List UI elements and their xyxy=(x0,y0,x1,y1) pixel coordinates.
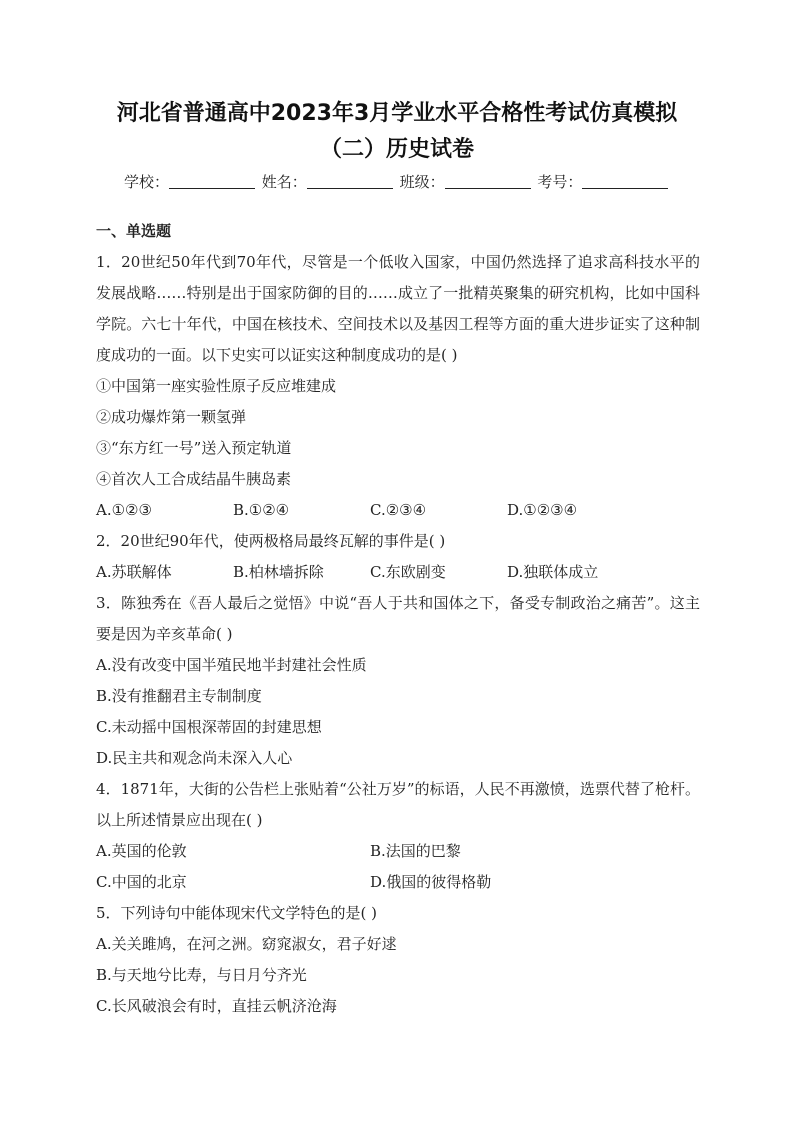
option-b: B.柏林墙拆除 xyxy=(233,563,324,581)
question-content xyxy=(96,216,700,1022)
exam-number-label: 考号： xyxy=(537,173,583,191)
class-label: 班级： xyxy=(399,173,445,191)
question-2-options xyxy=(96,557,700,588)
option-c: C.未动摇中国根深蒂固的封建思想 xyxy=(96,718,322,736)
question-1-item: ④首次人工合成结晶牛胰岛素 xyxy=(96,470,292,488)
option-c: C.②③④ xyxy=(370,501,427,519)
option-c: C.中国的北京 xyxy=(96,873,187,891)
exam-number-blank xyxy=(582,174,668,189)
question-1-item: ③“东方红一号”送入预定轨道 xyxy=(96,439,292,457)
option-a: A.①②③ xyxy=(96,501,152,519)
school-label: 学校： xyxy=(124,173,170,191)
question-2-stem: 2．20世纪90年代，使两极格局最终瓦解的事件是( ) xyxy=(96,532,446,550)
question-1-options xyxy=(96,495,700,526)
question-1-item: ①中国第一座实验性原子反应堆建成 xyxy=(96,377,337,395)
option-b: B.法国的巴黎 xyxy=(370,842,461,860)
section-heading: 一、单选题 xyxy=(96,222,172,240)
name-label: 姓名： xyxy=(261,173,307,191)
question-3-stem: 3．陈独秀在《吾人最后之觉悟》中说“吾人于共和国体之下，备受专制政治之痛苦”。这主要是因为辛亥革命( ) xyxy=(96,594,700,643)
option-d: D.俄国的彼得格勒 xyxy=(370,873,492,891)
option-d: D.民主共和观念尚未深入人心 xyxy=(96,749,293,767)
question-4-options-row-2 xyxy=(96,867,700,898)
question-4-stem: 4．1871年，大街的公告栏上张贴着“公社万岁”的标语，人民不再激愤，选票代替了枪杆。以上所述情景应出现在( ) xyxy=(96,780,700,829)
name-blank xyxy=(307,174,393,189)
option-b: B.没有推翻君主专制制度 xyxy=(96,687,262,705)
option-a: A.关关雎鸠，在河之洲。窈窕淑女，君子好逑 xyxy=(96,935,397,953)
class-blank xyxy=(445,174,531,189)
option-a: A.苏联解体 xyxy=(96,563,172,581)
option-d: D.独联体成立 xyxy=(507,563,599,581)
question-5-stem: 5．下列诗句中能体现宋代文学特色的是( ) xyxy=(96,904,378,922)
school-blank xyxy=(169,174,255,189)
page-title: 河北省普通高中2023年3月学业水平合格性考试仿真模拟（二）历史试卷 xyxy=(116,101,678,162)
option-c: C.东欧剧变 xyxy=(370,563,446,581)
option-b: B.①②④ xyxy=(233,501,290,519)
option-c: C.长风破浪会有时，直挂云帆济沧海 xyxy=(96,997,337,1015)
question-4-options-row-1 xyxy=(96,836,700,867)
option-d: D.①②③④ xyxy=(507,501,578,519)
option-b: B.与天地兮比寿，与日月兮齐光 xyxy=(96,966,307,984)
option-a: A.没有改变中国半殖民地半封建社会性质 xyxy=(96,656,367,674)
question-1-item: ②成功爆炸第一颗氢弹 xyxy=(96,408,247,426)
option-a: A.英国的伦敦 xyxy=(96,842,187,860)
question-1-stem: 1．20世纪50年代到70年代，尽管是一个低收入国家，中国仍然选择了追求高科技水平的发展战略……特别是出于国家防御的目的……成立了一批精英聚集的研究机构，比如中国科学院。六七十年代，中国在核技术、空间技术以及基因工程等方面的重大进步证实了这种制度成功的一面。以下史实可以证实这种制度成功的是( ) xyxy=(96,253,700,364)
student-info-line xyxy=(124,171,670,192)
